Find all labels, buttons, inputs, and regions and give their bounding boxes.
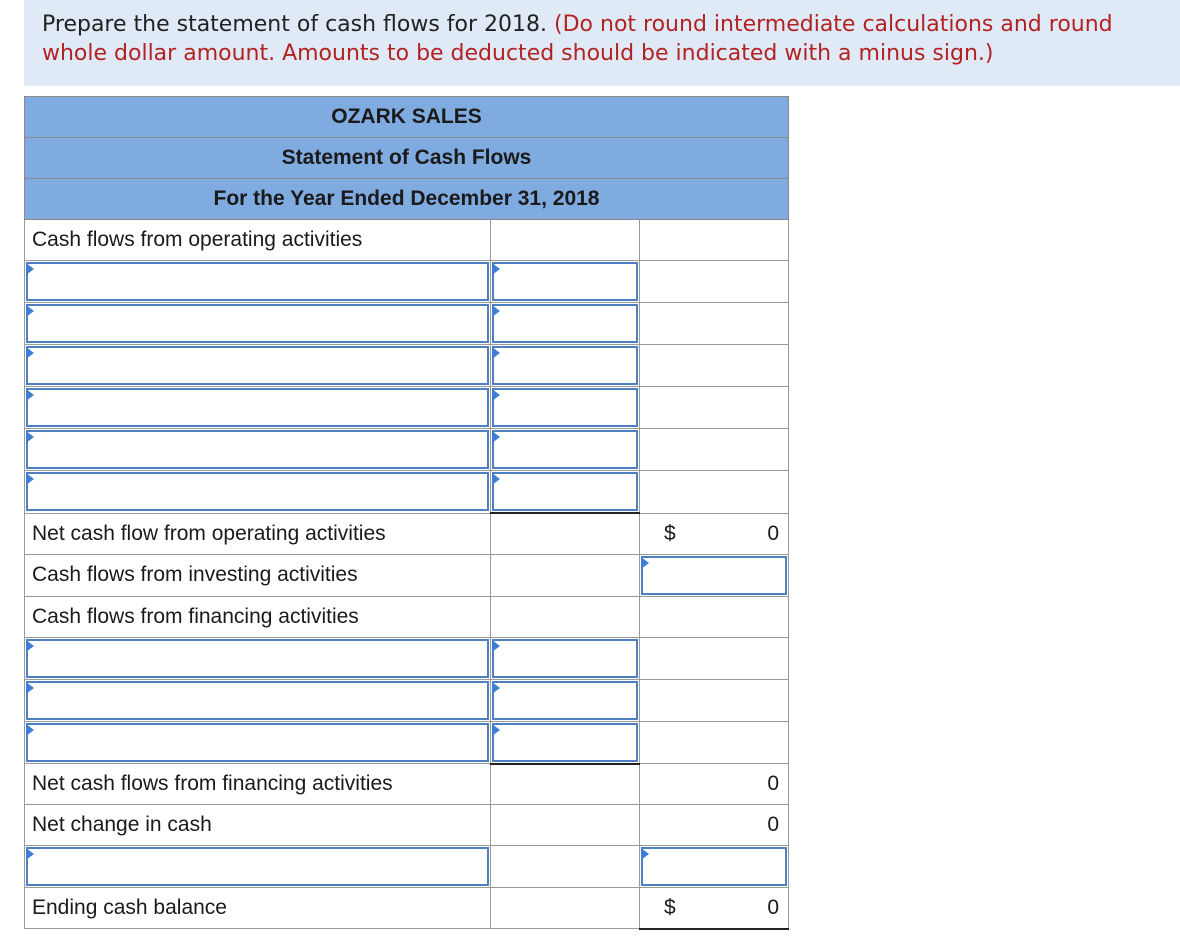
ending-balance-label: Ending cash balance (25, 888, 491, 929)
operating-item-select[interactable] (25, 345, 490, 386)
operating-input-row (25, 303, 789, 345)
currency-symbol: $ (664, 521, 676, 545)
dropdown-arrow-icon (641, 848, 649, 860)
company-name: OZARK SALES (25, 97, 789, 138)
dropdown-arrow-icon (492, 640, 500, 652)
statement-title: Statement of Cash Flows (25, 138, 789, 179)
instruction-note-line-2: whole dollar amount. Amounts to be deducted should be indicated with a minus sign.) (42, 41, 994, 66)
dropdown-arrow-icon (26, 263, 34, 275)
dropdown-arrow-icon (492, 473, 500, 485)
operating-amount-input[interactable] (491, 429, 639, 470)
net-operating-cell (640, 514, 788, 554)
beginning-balance-input[interactable] (640, 846, 788, 887)
dropdown-arrow-icon (492, 682, 500, 694)
dropdown-arrow-icon (26, 305, 34, 317)
currency-symbol: $ (664, 895, 676, 919)
statement-period: For the Year Ended December 31, 2018 (25, 179, 789, 220)
financing-item-select[interactable] (25, 680, 490, 721)
dropdown-arrow-icon (26, 682, 34, 694)
operating-item-select[interactable] (25, 303, 490, 344)
financing-input-row (25, 721, 789, 764)
dropdown-arrow-icon (26, 431, 34, 443)
net-financing-label: Net cash flows from financing activities (25, 764, 491, 805)
operating-amount-input[interactable] (491, 345, 639, 386)
instruction-panel (24, 0, 1180, 86)
operating-input-row (25, 429, 789, 471)
instruction-text: Prepare the statement of cash flows for 2018. (42, 12, 555, 37)
net-financing-row (25, 764, 789, 805)
operating-item-select[interactable] (25, 387, 490, 428)
net-change-value: 0 (640, 805, 789, 846)
dropdown-arrow-icon (641, 557, 649, 569)
financing-item-select[interactable] (25, 722, 490, 763)
instruction-note-line-1: (Do not round intermediate calculations and round (554, 12, 1113, 37)
dropdown-arrow-icon (492, 305, 500, 317)
ending-balance-cell (640, 888, 788, 928)
beginning-balance-select[interactable] (25, 846, 490, 887)
net-change-label: Net change in cash (25, 805, 491, 846)
dropdown-arrow-icon (26, 347, 34, 359)
dropdown-arrow-icon (26, 724, 34, 736)
dropdown-arrow-icon (492, 431, 500, 443)
operating-input-row (25, 345, 789, 387)
investing-row (25, 554, 789, 596)
financing-amount-input[interactable] (491, 680, 639, 721)
ending-balance-row (25, 888, 789, 929)
operating-input-row (25, 387, 789, 429)
financing-input-row (25, 679, 789, 721)
operating-header-row (25, 220, 789, 261)
financing-item-select[interactable] (25, 638, 490, 679)
operating-input-row (25, 261, 789, 303)
financing-header-row (25, 596, 789, 637)
net-operating-label: Net cash flow from operating activities (25, 513, 491, 554)
dropdown-arrow-icon (26, 389, 34, 401)
operating-amount-input[interactable] (491, 471, 639, 512)
operating-input-row (25, 471, 789, 514)
operating-activities-label: Cash flows from operating activities (25, 220, 491, 261)
beginning-balance-row (25, 846, 789, 888)
operating-item-select[interactable] (25, 261, 490, 302)
dropdown-arrow-icon (26, 640, 34, 652)
operating-amount-input[interactable] (491, 387, 639, 428)
operating-item-select[interactable] (25, 429, 490, 470)
financing-activities-label: Cash flows from financing activities (25, 596, 491, 637)
dropdown-arrow-icon (26, 848, 34, 860)
operating-amount-input[interactable] (491, 261, 639, 302)
dropdown-arrow-icon (492, 263, 500, 275)
operating-item-select[interactable] (25, 471, 490, 512)
investing-amount-input[interactable] (640, 555, 788, 596)
investing-activities-label: Cash flows from investing activities (25, 554, 491, 596)
dropdown-arrow-icon (492, 347, 500, 359)
dropdown-arrow-icon (492, 724, 500, 736)
net-change-row (25, 805, 789, 846)
net-operating-value: 0 (767, 521, 780, 545)
ending-balance-value: 0 (767, 895, 780, 919)
net-operating-row (25, 513, 789, 554)
net-financing-value: 0 (640, 764, 789, 805)
dropdown-arrow-icon (492, 389, 500, 401)
instruction-line-1 (42, 10, 1180, 39)
dropdown-arrow-icon (26, 473, 34, 485)
cash-flow-statement-table (24, 96, 789, 930)
financing-input-row (25, 637, 789, 679)
financing-amount-input[interactable] (491, 638, 639, 679)
financing-amount-input[interactable] (491, 722, 639, 763)
operating-amount-input[interactable] (491, 303, 639, 344)
